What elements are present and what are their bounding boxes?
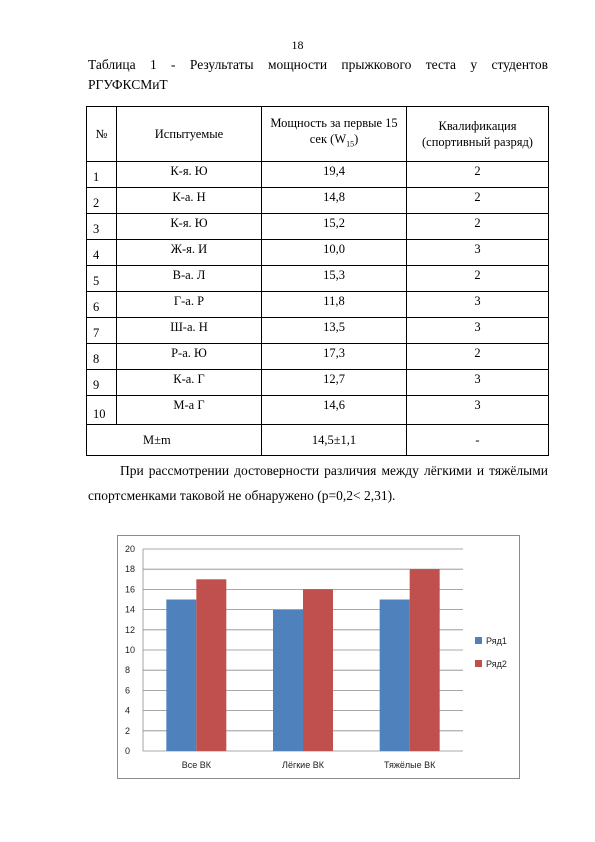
header-number: № [87,107,117,162]
cell-number: 1 [87,162,117,188]
cell-power: 13,5 [262,318,407,344]
cell-number: 6 [87,292,117,318]
cell-subject: К-а. Н [117,188,262,214]
cell-qualification: 2 [407,162,549,188]
cell-power: 10,0 [262,240,407,266]
legend-swatch [475,637,482,644]
table-caption [88,55,548,95]
y-tick-label: 2 [125,725,131,736]
page-number: 18 [291,38,304,52]
cell-subject: Г-а. Р [117,292,262,318]
bar-2-1 [196,579,226,751]
cell-number: 10 [87,396,117,425]
cell-subject: Ж-я. И [117,240,262,266]
cell-power: 15,2 [262,214,407,240]
cell-qualification: 3 [407,318,549,344]
cell-number: 4 [87,240,117,266]
bar-1-3 [380,600,410,752]
table-row [87,344,549,370]
y-tick-label: 16 [125,584,136,595]
header-power-text: Мощность за первые 15 сек (W [270,116,398,147]
x-tick-label: Лёгкие ВК [282,760,324,770]
table-row [87,188,549,214]
header-subject: Испытуемые [117,107,262,162]
results-table [86,106,549,456]
header-power [262,107,407,162]
cell-qualification: 2 [407,188,549,214]
cell-power: 17,3 [262,344,407,370]
x-tick-label: Все ВК [181,760,211,770]
caption-line-1: Таблица 1 - Результаты мощности прыжкового теста у студентов [88,57,548,72]
cell-qualification: 3 [407,396,549,425]
cell-number: 3 [87,214,117,240]
cell-power: 14,6 [262,396,407,425]
header-qualification: Квалификация (спортивный разряд) [407,107,549,162]
cell-power: 14,8 [262,188,407,214]
legend-swatch [475,660,482,667]
paragraph-line-1: При рассмотрении достоверности различия между лёгкими и тяжёлыми [120,463,548,478]
table-total-row [87,425,549,456]
table-row [87,370,549,396]
cell-power: 15,3 [262,266,407,292]
total-value: 14,5±1,1 [262,425,407,456]
cell-subject: К-я. Ю [117,214,262,240]
conclusion-paragraph [88,458,548,508]
y-tick-label: 18 [125,564,136,575]
cell-number: 7 [87,318,117,344]
bar-1-1 [166,600,196,752]
legend-label: Ряд2 [486,659,507,669]
cell-number: 2 [87,188,117,214]
total-label: M±m [87,425,262,456]
cell-number: 5 [87,266,117,292]
cell-qualification: 2 [407,344,549,370]
cell-power: 19,4 [262,162,407,188]
cell-power: 11,8 [262,292,407,318]
table-row [87,292,549,318]
y-tick-label: 0 [125,746,131,756]
header-power-close: ) [354,132,359,147]
y-tick-label: 4 [125,705,131,716]
table-row [87,318,549,344]
y-tick-label: 8 [125,665,131,676]
cell-qualification: 3 [407,240,549,266]
cell-subject: К-я. Ю [117,162,262,188]
table-row [87,214,549,240]
table-row [87,240,549,266]
bar-1-2 [273,610,303,751]
x-tick-label: Тяжёлые ВК [383,760,436,770]
cell-qualification: 3 [407,292,549,318]
bar-2-3 [410,569,440,751]
y-tick-label: 6 [125,685,131,696]
cell-qualification: 2 [407,266,549,292]
cell-subject: М-а Г [117,396,262,425]
y-tick-label: 20 [125,544,136,554]
table-row [87,266,549,292]
cell-subject: Р-а. Ю [117,344,262,370]
cell-number: 9 [87,370,117,396]
legend-label: Ряд1 [486,636,507,646]
bar-chart-svg [118,536,521,780]
table-row [87,162,549,188]
cell-subject: К-а. Г [117,370,262,396]
header-power-subscript: 15 [346,139,355,149]
cell-subject: В-а. Л [117,266,262,292]
paragraph-line-2: спортсменками таковой не обнаружено (p=0,2< 2,31). [88,488,396,503]
cell-number: 8 [87,344,117,370]
caption-line-2: РГУФКСМиТ [88,77,168,92]
cell-subject: Ш-а. Н [117,318,262,344]
total-qualification: - [407,425,549,456]
table-row [87,396,549,425]
y-tick-label: 14 [125,604,136,615]
bar-2-2 [303,589,333,751]
cell-qualification: 3 [407,370,549,396]
y-tick-label: 10 [125,645,136,655]
bar-chart [117,535,520,779]
y-tick-label: 12 [125,624,136,635]
cell-qualification: 2 [407,214,549,240]
cell-power: 12,7 [262,370,407,396]
table-header-row [87,107,549,162]
